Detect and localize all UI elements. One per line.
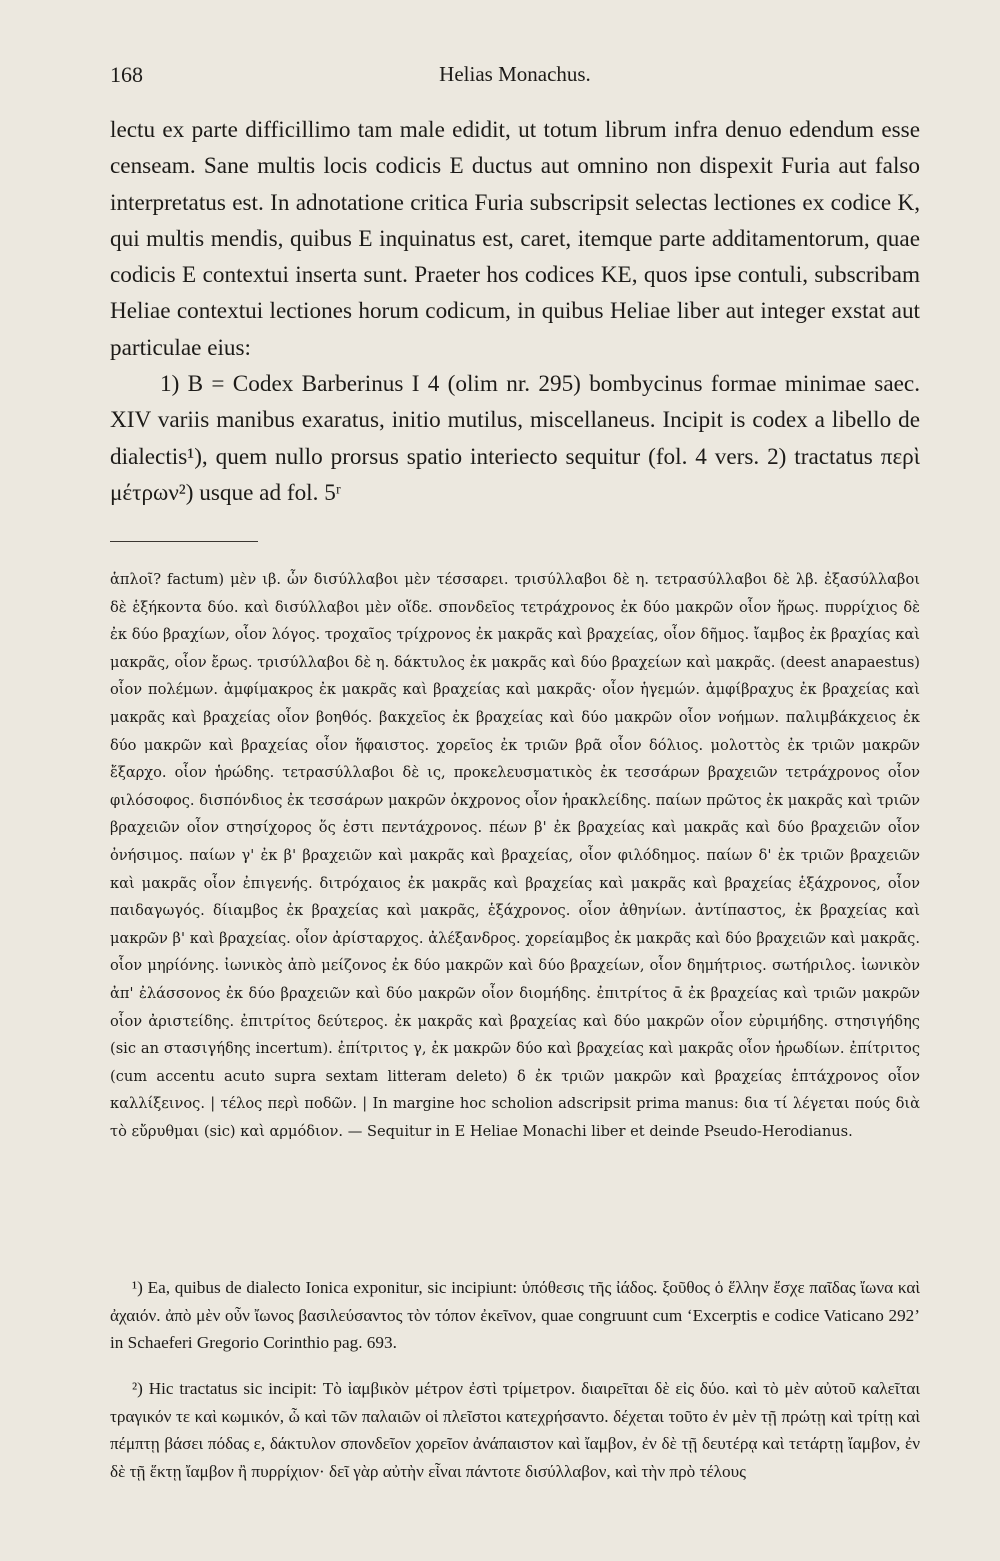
page-header — [110, 62, 920, 92]
page-number: 168 — [110, 62, 143, 87]
continued-footnote-text: ἁπλοῖ? factum) μὲν ιβ. ὧν δισύλλαβοι μὲν τέσσαρει. τρισύλλαβοι δὲ η. τετρασύλλαβοι δὲ λβ. ἐξασύλλαβοι δὲ ἑξήκοντα δύο. καὶ δισύλλαβοι μὲν οἵδε. σπονδεῖος τετράχρονος ἐκ δύο μακρῶν οἷον ἥρως. πυρρίχιος δὲ ἐκ δύο βραχίων, οἷον λόγος. τροχαῖος τρίχρονος ἐκ μακρᾶς καὶ βραχείας, οἷον δῆμος. ἴαμβος ἐκ βραχίας καὶ μακρᾶς, οἷον ἔρως. τρισύλλαβοι δὲ η. δάκτυλος ἐκ μακρᾶς καὶ δύο βραχείων καὶ μακρᾶς. (deest anapaestus) οἷον πολέμων. ἀμφίμακρος ἐκ μακρᾶς καὶ βραχείας καὶ μακρᾶς· οἷον ἡγεμών. ἀμφίβραχυς ἐκ βραχείας καὶ μακρᾶς καὶ βραχείας οἷον βοηθός. βακχεῖος ἐκ βραχείας καὶ δύο μακρῶν οἷον νοήμων. παλιμβάκχειος ἐκ δύο μακρῶν καὶ βραχείας οἷον ἥφαιστος. χορεῖος ἐκ τριῶν βρᾶ οἷον δόλιος. μολοττὸς ἐκ τριῶν μακρῶν ἔξαρχο. οἷον ἡρώδης. τετρασύλλαβοι δὲ ις, προκελευσματικὸς ἐκ τεσσάρων βραχειῶν τετράχρονος οἷον φιλόσοφος. δισπόνδιος ἐκ τεσσάρων μακρῶν ὀκχρονος οἷον ἡρακλείδης. παίων πρῶτος ἐκ μακρᾶς καὶ τριῶν βραχειῶν οἷον στησίχορος ὅς ἐστι πεντάχρονος. πέων β' ἐκ βραχείας καὶ μακρᾶς καὶ δύο βραχειῶν οἷον ὀνήσιμος. παίων γ' ἐκ β' βραχειῶν καὶ μακρᾶς καὶ βραχείας, οἷον φιλόδημος. παίων δ' ἐκ τριῶν βραχειῶν καὶ μακρᾶς οἷον ἐπιγενής. διτρόχαιος ἐκ μακρᾶς καὶ βραχείας καὶ μακρᾶς καὶ βραχείας ἑξάχρονος, οἷον παιδαγωγός. δίιαμβος ἐκ βραχείας καὶ μακρᾶς, ἑξάχρονος. οἷον ἀθηνίων. ἀντίπαστος, ἐκ βραχείας καὶ μακρῶν β' καὶ βραχείας. οἷον ἀρίσταρχος. ἀλέξανδρος. χορείαμβος ἐκ μακρᾶς καὶ δύο βραχειῶν καὶ μακρᾶς. οἷον μηρίόνης. ἰωνικὸς ἀπὸ μείζονος ἐκ δύο μακρῶν καὶ δύο βραχείων, οἷον δημήτριος. σωτήριλος. ἰωνικὸν ἀπ' ἐλάσσονος ἐκ δύο βραχειῶν καὶ δύο μακρῶν οἷον διομήδης. ἐπιτρίτος ᾱ ἐκ βραχείας καὶ τριῶν μακρῶν οἷον ἀριστείδης. ἐπιτρίτος δεύτερος. ἐκ μακρᾶς καὶ βραχείας καὶ δύο μακρῶν οἷον εὐριμήδης. στησιγήδης (sic an στασιγήδης incertum). ἐπίτριτος γ, ἐκ μακρῶν δύο καὶ βραχείας καὶ μακρᾶς οἷον ἡρωδίων. ἐπίτριτος (cum accentu acuto supra sextam litteram deleto) δ ἐκ τριῶν μακρῶν καὶ βραχείας ἑπτάχρονος οἷον καλλίξεινος. | τέλος περὶ ποδῶν. | In margine hoc scholion adscripsit prima manus: δια τί λέγεται πούς διὰ τὸ εὔρυθμαι (sic) καὶ αρμόδιον. — Sequitur in E Heliae Monachi liber et deinde Pseudo-Herodianus. — [110, 571, 920, 1140]
running-title: Helias Monachus. — [439, 62, 591, 86]
footnote-1-text: ¹) Ea, quibus de dialecto Ionica exponitur, sic incipiunt: ὑπόθεσις τῆς ἰάδος. ξοῦθος ὁ ἕλλην ἔσχε παῖδας ἴωνα καὶ ἀχαιόν. ἀπὸ μὲν οὖν ἴωνος βασιλεύσαντος τὸν τόπον ἐκεῖνον, quae congruunt cum ‘Excerptis e codice Vaticano 292’ in Schaeferi Gregorio Corinthio pag. 693. — [110, 1278, 920, 1352]
footnote-2-text: ²) Hic tractatus sic incipit: Τὸ ἰαμβικὸν μέτρον ἐστὶ τρίμετρον. διαιρεῖται δὲ εἰς δύο. καὶ τὸ μὲν αὐτοῦ καλεῖται τραγικόν τε καὶ κωμικόν, ὧ καὶ τῶν παλαιῶν οἱ πλεῖστοι κατεχρήσαντο. δέχεται τοῦτο ἐν μὲν τῇ πρώτῃ καὶ τρίτῃ καὶ πέμπτῃ βάσει πόδας ε, δάκτυλον σπονδεῖον χορεῖον ἀνάπαιστον καὶ ἴαμβον, ἐν δὲ τῇ δευτέρᾳ καὶ τετάρτῃ ἴαμβον, ἐν δὲ τῇ ἕκτῃ ἴαμβον ἢ πυρρίχιον· δεῖ γὰρ αὐτὴν εἶναι πάντοτε δισύλλαβον, καὶ τὴν πρὸ τέλους — [110, 1379, 920, 1481]
footnote-divider — [110, 541, 258, 542]
footnote-1 — [110, 1274, 920, 1357]
continued-footnote — [110, 566, 920, 1145]
main-paragraph-2: 1) B = Codex Barberinus I 4 (olim nr. 295) bombycinus formae minimae saec. XIV variis manibus exaratus, initio mutilus, miscellaneus. Incipit is codex a libello de dialectis¹), quem nullo prorsus spatio interiecto sequitur (fol. 4 vers. 2) tractatus περὶ μέτρων²) usque ad fol. 5ʳ — [110, 371, 920, 506]
footnote-2 — [110, 1375, 920, 1485]
main-paragraph-1: lectu ex parte difficillimo tam male edidit, ut totum librum infra denuo edendum esse censeam. Sane multis locis codicis E ductus aut omnino non dispexit Furia aut falso interpretatus est. In adnotatione critica Furia subscripsit selectas lectiones ex codice K, qui multis mendis, quibus E inquinatus est, caret, itemque parte additamentorum, quae codicis E contextui inserta sunt. Praeter hos codices KE, quos ipse contuli, subscribam Heliae contextui lectiones horum codicum, in quibus Heliae liber aut integer exstat aut particulae eius: — [110, 117, 920, 361]
main-text — [110, 112, 920, 511]
